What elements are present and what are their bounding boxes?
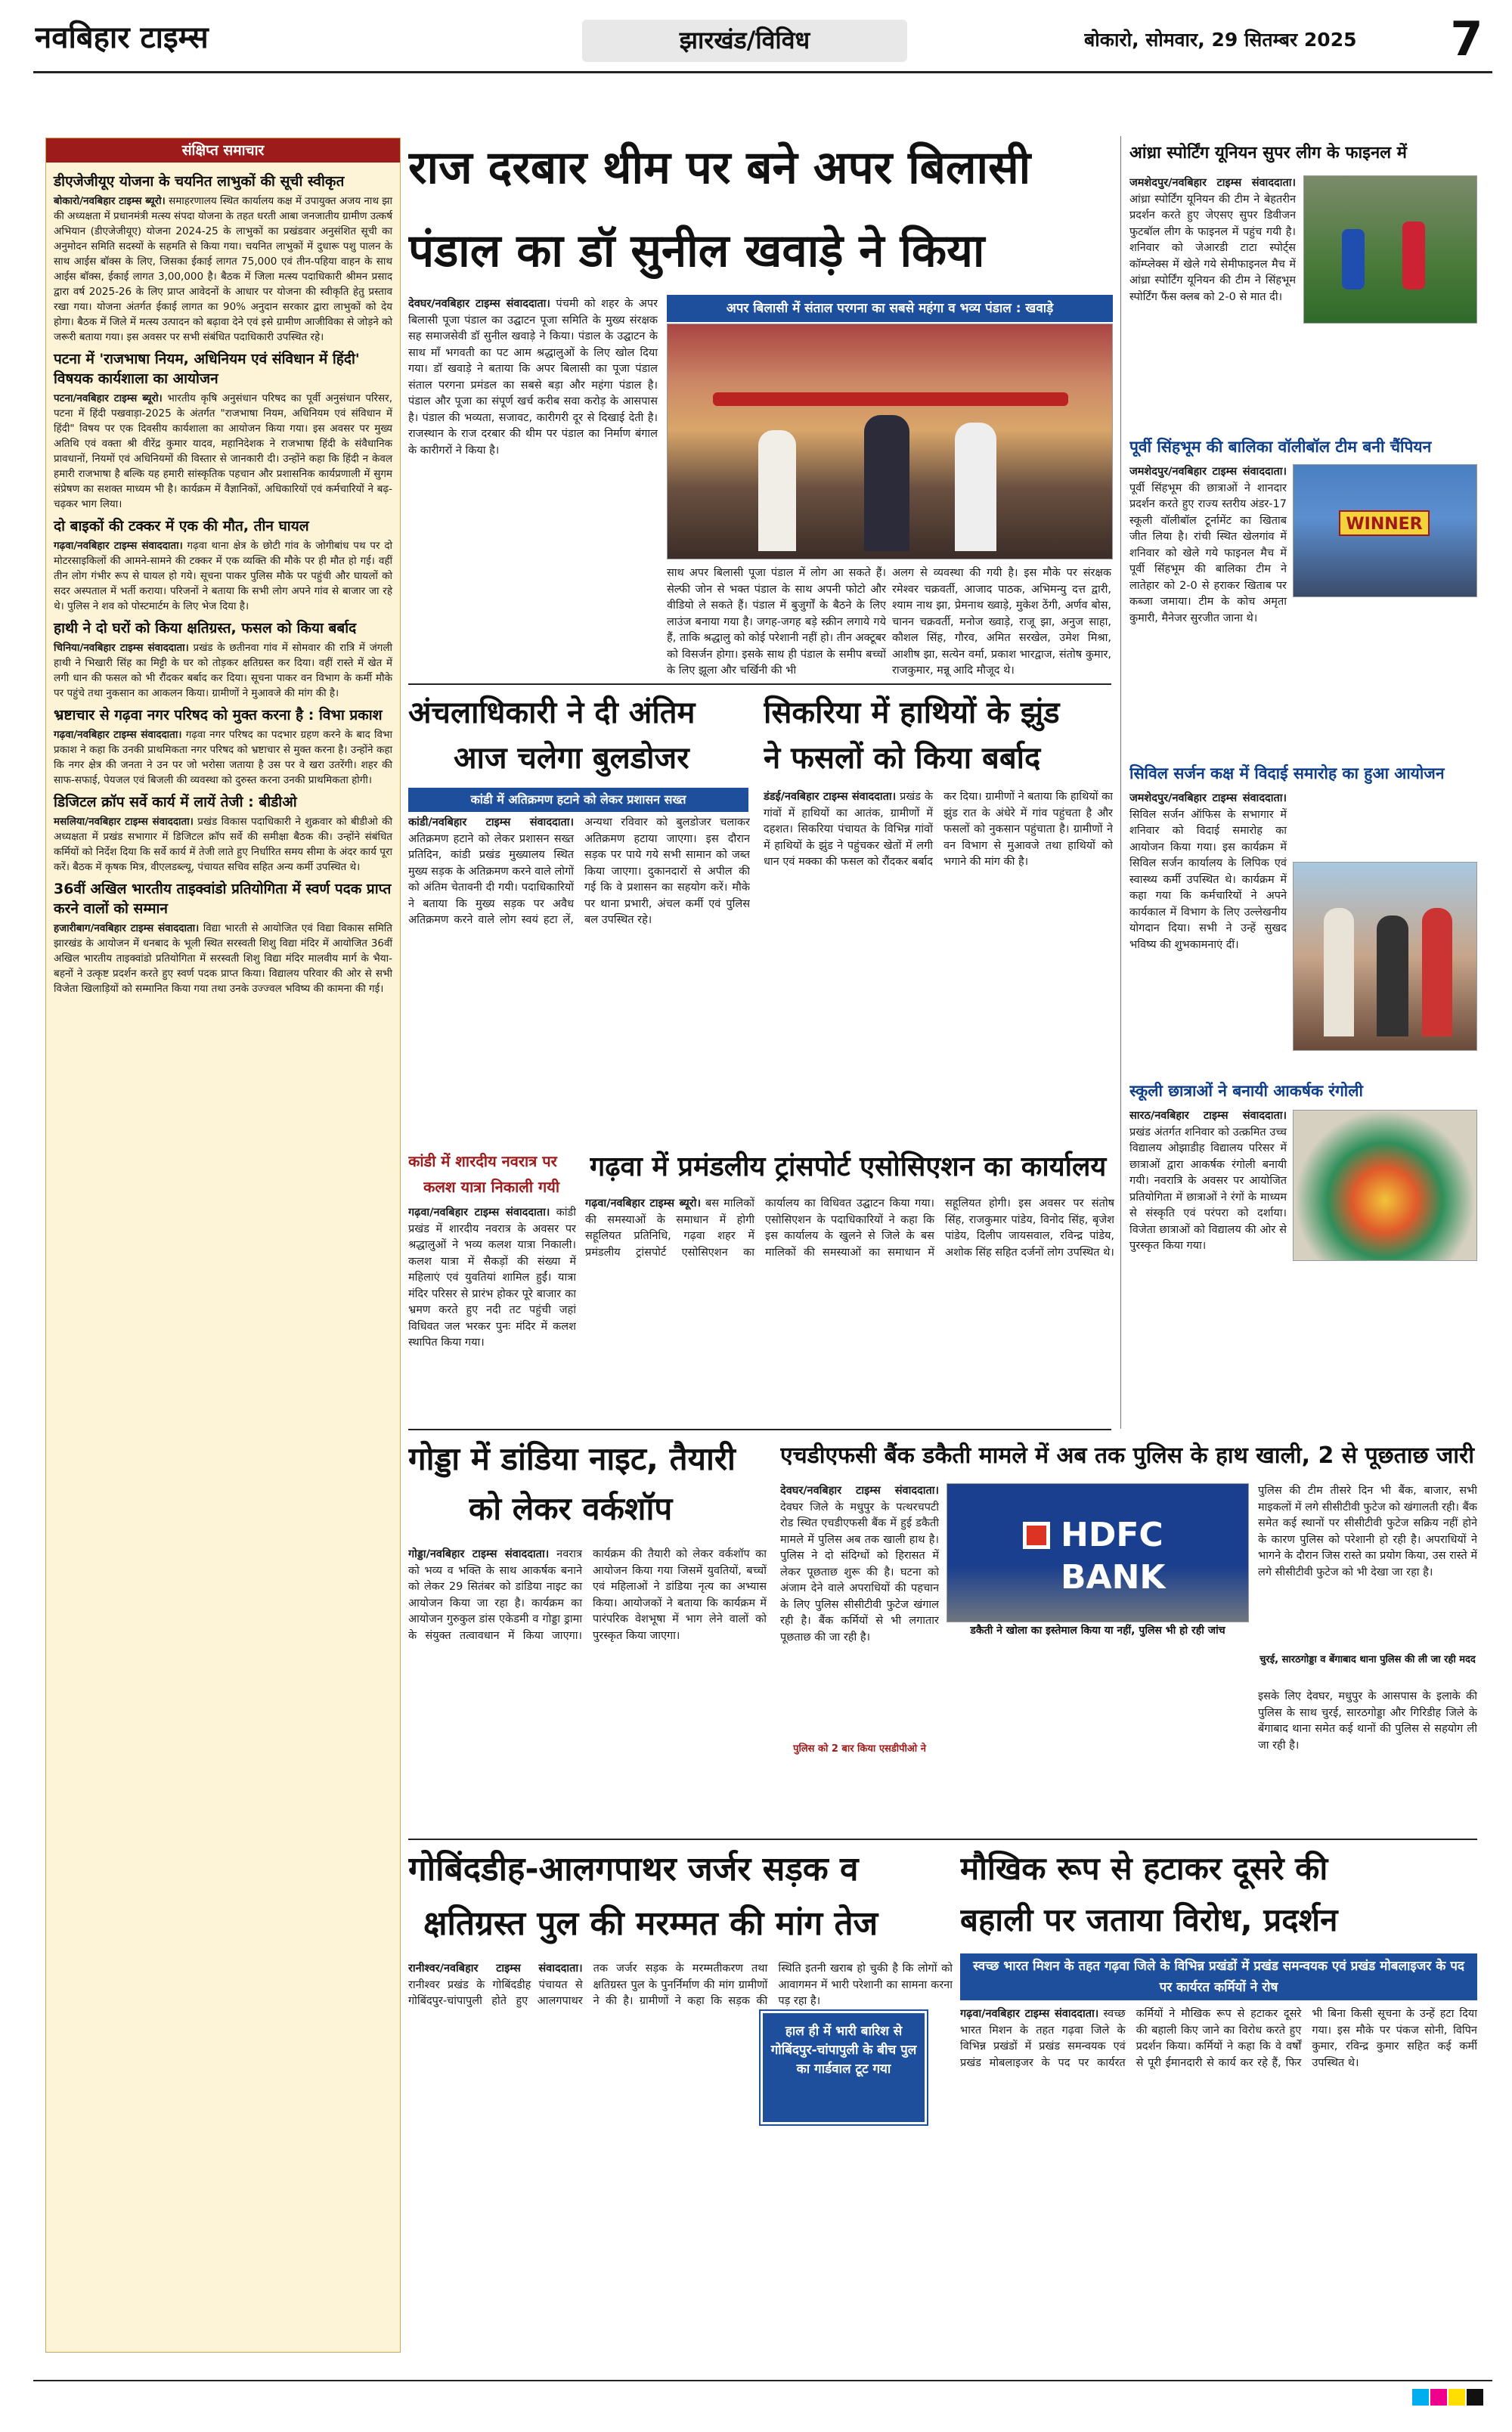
color-swatch (1467, 2389, 1483, 2406)
volleyball-headline: पूर्वी सिंहभूम की बालिका वॉलीबॉल टीम बनी चैंपियन (1129, 438, 1432, 456)
brief-item-body: गढ़वा/नवबिहार टाइम्स संवाददाता। गढ़वा नगर परिषद का पदभार ग्रहण करने के बाद विभा प्रकाश ने कहा कि उनकी प्राथमिकता नगर परिषद को भ्रष्टाचार से मुक्त करना है। उन्होंने कहा कि नगर क्षेत्र की जनता ने उन पर जो भरोसा जताया है उस पर वे खरा उतरेंगी। शहर की साफ-सफाई, पेयजल एवं बिजली की व्यवस्था को दुरुस्त करना उनकी प्राथमिकता होगी। (54, 729, 392, 786)
hdfc-sub: पुलिस को 2 बार किया एसडीपीओ ने (793, 1743, 926, 1755)
navratra-headline-1: कांडी में शारदीय नवरात्र पर (408, 1152, 557, 1170)
color-swatch (1448, 2389, 1465, 2406)
brief-item-body: पटना/नवबिहार टाइम्स ब्यूरो। भारतीय कृषि अनुसंधान परिषद का पूर्वी अनुसंधान परिसर, पटना में हिंदी पखवाड़ा-2025 के अंतर्गत "राजभाषा नियम, अधिनियम एवं संविधान में हिंदी" विषय पर एक दिवसीय कार्यशाला का आयोजन किया गया। इस अवसर पर मुख्य अतिथि एवं वक्ता श्री वीरेंद्र कुमार यादव, महानिदेशक ने राजभाषा हिंदी के संवैधानिक प्रावधानों, नियमों एवं अधिनियमों की विस्तार से जानकारी दी। उन्होंने कहा कि हिंदी न केवल हमारी राजभाषा है बल्कि यह हमारी सांस्कृतिक पहचान और प्रशासनिक कार्यप्रणाली में सुगम संप्रेषण का सशक्त माध्यम भी है। कार्यक्रम में वैज्ञानिकों, अधिकारियों एवं कर्मचारियों ने बढ़-चढ़कर भाग लिया। (54, 392, 392, 510)
dandiya-headline-2: को लेकर वर्कशॉप (469, 1490, 673, 1527)
section-tab (582, 20, 907, 62)
brief-item-body: चिनिया/नवबिहार टाइम्स संवाददाता। प्रखंड के छतीनवा गांव में सोमवार की रात्रि में जंगली हाथी ने भिखारी सिंह का मिट्टी के घर को तोड़कर क्षतिग्रस्त कर दिया। वहीं रास्ते में खेत में लगी धान की फसल को भी रौंदकर बर्बाद कर दिया। सूचना पाकर वन विभाग के कर्मी मौके पर पहुंचे तथा नुकसान का आकलन किया। ग्रामीणों ने मुआवजे की मांग की है। (54, 642, 392, 699)
color-swatch (1430, 2389, 1447, 2406)
anchal-headline-2: आज चलेगा बुलडोजर (454, 741, 689, 776)
swachh-headline-1: मौखिक रूप से हटाकर दूसरे की (960, 1850, 1328, 1887)
rangoli-headline: स्कूली छात्राओं ने बनायी आकर्षक रंगोली (1129, 1082, 1363, 1100)
brief-item-body: हजारीबाग/नवबिहार टाइम्स संवाददाता। विद्या भारती से आयोजित एवं विद्या विकास समिति झारखंड के आयोजन में धनबाद के भूली स्थित सरस्वती शिशु विद्या मंदिर में आयोजित 36वीं अखिल भारतीय ताइक्वांडो प्रतियोगिता में सरस्वती शिशु विद्या मंदिर मालवीय मार्ग के भैया-बहनों ने उत्कृष्ट प्रदर्शन करते हुए स्वर्ण पदक प्राप्त किया। विद्यालय परिवार की ओर से सभी विजेता खिलाड़ियों को सम्मानित किया गया तथा उनके उज्ज्वल भविष्य की कामना की गई। (54, 922, 392, 995)
lead-col-2: साथ अपर बिलासी पूजा पंडाल में लोग आ सकते हैं। सेल्फी जोन से भक्त पंडाल के साथ अपनी फोटो और वीडियो ले सकते हैं। पंडाल में बुजुर्गों के बैठने के लिए लाउंज बनाया गया है। जगह-जगह बड़े स्क्रीन लगाये गये हैं, ताकि श्रद्धालु को कोई परेशानी नहीं हो। तीन अक्टूबर को विसर्जन होगा। इसके साथ ही पंडाल के समीप बच्चों के लिए झूला और चर्खिनी की भी (667, 567, 886, 677)
brief-item-title: दो बाइकों की टक्कर में एक की मौत, तीन घायल (54, 518, 309, 534)
navratra-body: गढ़वा/नवबिहार टाइम्स संवाददाता। कांडी प्रखंड में शारदीय नवरात्र के अवसर पर श्रद्धालुओं ने भव्य कलश यात्रा निकाली। कलश यात्रा में सैकड़ों की संख्या में महिलाएं एवं युवतियां शामिल हुईं। यात्रा मंदिर परिसर से प्रारंभ होकर पूरे बाजार का भ्रमण करते हुए नदी तट पहुंची जहां विधिवत जल भरकर पुनः मंदिर में कलश स्थापित किया गया। (408, 1207, 576, 1349)
divider (408, 1429, 1111, 1430)
lead-col-3: अलग से व्यवस्था की गयी है। इस मौके पर संरक्षक रमेश्वर चक्रवर्ती, आजाद पाठक, अभिमन्यु दत्त द्वारी, श्याम नाथ झा, प्रेमनाथ ख्वाड़े, मुकेश ठेंगी, अर्णव बोस, चानन चक्रवर्ती, मनोज ख्वाड़े, राजू झा, अनुज साहा, कौशल सिंह, गौरव, अमित सरखेल, उमेश मिश्रा, आशीष झा, सत्येन वर्मा, प्रकाश भारद्वाज, संतोष कुमार, राजकुमार, मन्नू आदि मौजूद थे। (892, 567, 1111, 677)
masthead-rule (33, 71, 1492, 73)
volleyball-body: जमशेदपुर/नवबिहार टाइम्स संवाददाता। पूर्वी सिंहभूम की छात्राओं ने शानदार प्रदर्शन करते हुए राज्य स्तरीय अंडर-17 स्कूली वॉलीबॉल टूर्नामेंट का खिताब जीत लिया है। रांची स्थित खेलगांव में शनिवार को खेले गये फाइनल मैच में पूर्वी सिंहभूम की बालिका टीम ने लातेहार को 2-0 से हराकर खिताब पर कब्जा जमाया। टीम के कोच अमृता कुमारी, मैनेजर सुरजीत जाना थे। (1129, 466, 1287, 624)
brief-item-title: पटना में 'राजभाषा नियम, अधिनियम एवं संविधान में हिंदी' विषयक कार्यशाला का आयोजन (54, 351, 360, 387)
anchal-body: कांडी/नवबिहार टाइम्स संवाददाता। अतिक्रमण हटाने को लेकर प्रशासन सख्त प्रतिदिन, कांडी प्रखंड मुख्यालय स्थित मुख्य सड़क के अतिक्रमण करने वाले लोगों को अंतिम चेतावनी दी गयी। पदाधिकारियों ने बताया कि मुख्य सड़क पर अवैध अतिक्रमण करने वाले लोग स्वयं हटा लें, अन्यथा रविवार को बुलडोजर चलाकर अतिक्रमण हटाया जाएगा। इस दौरान सड़क पर पाये गये सभी सामान को जब्त किया जाएगा। दुकानदारों से अपील की गई कि वे प्रशासन का सहयोग करें। मौके पर थाना प्रभारी, अंचल कर्मी एवं पुलिस बल उपस्थित रहे। (408, 816, 750, 926)
transport-headline: गढ़वा में प्रमंडलीय ट्रांसपोर्ट एसोसिएशन का कार्यालय (590, 1151, 1107, 1182)
brief-item-title: हाथी ने दो घरों को किया क्षतिग्रस्त, फसल को किया बर्बाद (54, 620, 357, 637)
elephant-body: डंडई/नवबिहार टाइम्स संवाददाता। प्रखंड के गांवों में हाथियों का आतंक, ग्रामीणों में दहशत। सिकरिया पंचायत के विभिन्न गांवों में हाथियों के झुंड ने पहुंचकर खेतों में लगी धान एवं मक्का की फसल को रौंदकर बर्बाद कर दिया। ग्रामीणों ने बताया कि हाथियों का झुंड रात के अंधेरे में गांव पहुंचता है और फसलों को नुकसान पहुंचाता है। ग्रामीणों ने वन विभाग से मुआवजे तथा हाथियों को भगाने की मांग की है। (764, 791, 1113, 868)
hdfc-photo-caption: डकैती ने खोला का इस्तेमाल किया या नहीं, पुलिस भी हो रही जांच (970, 1625, 1225, 1637)
transport-body: गढ़वा/नवबिहार टाइम्स ब्यूरो। बस मालिकों की समस्याओं के समाधान में होगी सहूलियत प्रतिनिधि, गढ़वा शहर में प्रमंडलीय ट्रांसपोर्ट एसोसिएशन का कार्यालय का विधिवत उद्घाटन किया गया। एसोसिएशन के पदाधिकारियों ने कहा कि इस कार्यालय के खुलने से जिले के बस मालिकों की समस्याओं का समाधान में सहूलियत होगी। इस अवसर पर संतोष सिंह, राजकुमार पांडेय, विनोद सिंह, बृजेश पांडेय, दिलीप जायसवाल, रविन्द्र पांडेय, अशोक सिंह सहित दर्जनों लोग उपस्थित थे। (585, 1197, 1114, 1259)
anchal-banner: कांडी में अतिक्रमण हटाने को लेकर प्रशासन सख्त (408, 788, 748, 812)
section-label: झारखंड/विविध (679, 26, 810, 54)
elephant-headline-1: सिकरिया में हाथियों के झुंड (764, 696, 1060, 730)
gobindidih-callout (761, 2011, 927, 2124)
anchal-headline-1: अंचलाधिकारी ने दी अंतिम (408, 696, 696, 730)
dandiya-body: गोड्डा/नवबिहार टाइम्स संवाददाता। नवरात्र को भव्य व भक्ति के साथ आकर्षक बनाने को लेकर 29 सितंबर को डांडिया नाइट का आयोजन किया जा रहा है। कार्यक्रम का आयोजन गुरुकुल डांस एकेडमी व गोड्डा ड्रामा के संयुक्त तत्वावधान में किया जाएगा। कार्यक्रम की तैयारी को लेकर वर्कशॉप का आयोजन किया गया जिसमें युवतियों, बच्चों एवं महिलाओं ने डांडिया नृत्य का अभ्यास किया। आयोजकों ने बताया कि कार्यक्रम में पारंपरिक वेशभूषा में भाग लेने वालों को पुरस्कृत किया जाएगा। (408, 1548, 767, 1642)
civil-headline: सिविल सर्जन कक्ष में विदाई समारोह का हुआ आयोजन (1129, 764, 1445, 782)
hdfc-body-3: इसके लिए देवघर, मधुपुर के आसपास के इलाके की पुलिस के साथ चुरई, सारठगोड्डा और गिरिडीह जिले के बेंगाबाद थाना समेत कई थानों की पुलिस से सहयोग ली जा रही है। (1258, 1690, 1477, 1752)
brief-item-body: गढ़वा/नवबिहार टाइम्स संवाददाता। गढ़वा थाना क्षेत्र के छोटी गांव के जोगीबांध पथ पर दो मोटरसाइकिलों की आमने-सामने की टक्कर में एक व्यक्ति की मौके पर ही मौत हो गई। वहीं तीन लोग गंभीर रूप से घायल हो गये। सूचना पाकर पुलिस मौके पर पहुंची और घायलों को सदर अस्पताल में भर्ती कराया। परिजनों ने बताया कि सभी लोग अपने गांव से बाजार जा रहे थे। पुलिस ने शव को पोस्टमार्टम के लिए भेज दिया है। (54, 540, 392, 612)
brief-item-title: डिजिटल क्रॉप सर्वे कार्य में लायें तेजी : बीडीओ (54, 794, 297, 810)
gobindidih-headline-1: गोबिंदडीह-आलगपाथर जर्जर सड़क व (408, 1850, 859, 1888)
ajsu-photo (1303, 175, 1477, 324)
column-divider (1120, 136, 1121, 1429)
gobindidih-body: रानीश्वर/नवबिहार टाइम्स संवाददाता। रानीश्वर प्रखंड के गोबिंदडीह पंचायत से गोबिंदपुर-चांपापुली होते हुए आलगपाथर तक जर्जर सड़क के मरम्मतीकरण तथा क्षतिग्रस्त पुल के पुनर्निर्माण की मांग ग्रामीणों ने की है। ग्रामीणों ने कहा कि सड़क की स्थिति इतनी खराब हो चुकी है कि लोगों को आवागमन में भारी परेशानी का सामना करना पड़ रहा है। (408, 1963, 953, 2007)
brief-item-title: डीएजेजीयूए योजना के चयनित लाभुकों की सूची स्वीकृत (54, 173, 345, 190)
swachh-headline-2: बहाली पर जताया विरोध, प्रदर्शन (960, 1901, 1338, 1938)
lead-photo-banner: अपर बिलासी में संताल परगना का सबसे महंगा व भव्य पंडाल : खवाड़े (667, 295, 1113, 322)
hdfc-body-2: पुलिस की टीम तीसरे दिन भी बैंक, बाजार, सभी माइकलों में लगे सीसीटीवी फुटेज को खंगालती रही। बैंक समेत कई स्थानों पर सीसीटीवी फुटेज सक्रिय नहीं होने के कारण पुलिस को परेशानी हो रही है। अपराधियों ने भागने के दौरान जिस रास्ते का प्रयोग किया, उस रास्ते में लगे सीसीटीवी फुटेज को भी देखा जा रहा है। (1258, 1485, 1477, 1578)
brief-item-title: भ्रष्टाचार से गढ़वा नगर परिषद को मुक्त करना है : विभा प्रकाश (54, 707, 383, 723)
lead-headline-2: पंडाल का डॉ सुनील खवाड़े ने किया (408, 225, 985, 277)
page-number: 7 (1450, 11, 1483, 67)
lead-headline-1: राज दरबार थीम पर बने अपर बिलासी (408, 141, 1031, 194)
lead-photo (667, 324, 1113, 559)
brief-item-body: मसलिया/नवबिहार टाइम्स संवाददाता। प्रखंड विकास पदाधिकारी ने शुक्रवार को बीडीओ की अध्यक्षता में प्रखंड सभागार में डिजिटल क्रॉप सर्वे की समीक्षा बैठक की। उन्होंने संबंधित कर्मियों को निर्देश दिया कि सर्वे कार्य में तेजी लाते हुए निर्धारित समय सीमा के अंदर कार्य पूरा करें। बैठक में कृषक मित्र, वीएलडब्ल्यू, पंचायत सचिव सहित अन्य कर्मी उपस्थित थे। (54, 816, 393, 873)
navratra-headline-2: कलश यात्रा निकाली गयी (423, 1178, 560, 1196)
newspaper-title: नवबिहार टाइम्स (35, 20, 209, 55)
rangoli-body: सारठ/नवबिहार टाइम्स संवाददाता। प्रखंड अंतर्गत शनिवार को उत्क्रमित उच्च विद्यालय ओझाडीह विद्यालय परिसर में छात्राओं द्वारा आकर्षक रंगोली बनायी गयी। नवरात्रि के अवसर पर आयोजित प्रतियोगिता में छात्राओं ने रंगों के माध्यम से संस्कृति एवं परंपरा को दर्शाया। विजेता छात्राओं को विद्यालय की ओर से पुरस्कृत किया गया। (1129, 1110, 1287, 1252)
swachh-body: गढ़वा/नवबिहार टाइम्स संवाददाता। स्वच्छ भारत मिशन के तहत गढ़वा जिले के विभिन्न प्रखंडों में प्रखंड समन्वयक एवं प्रखंड मोबलाइजर के पद पर कार्यरत कर्मियों ने मौखिक रूप से हटाकर दूसरे की बहाली किए जाने का विरोध करते हुए प्रदर्शन किया। कर्मियों ने कहा कि वे वर्षों से पूरी ईमानदारी से कार्य कर रहे हैं, फिर भी बिना किसी सूचना के उन्हें हटा दिया गया। इस मौके पर पंकज सोनी, विपिन कुमार, रविन्द्र कुमार सहित कई कर्मी उपस्थित थे। (960, 2008, 1477, 2069)
footer-rule (33, 2380, 1492, 2381)
dandiya-headline-1: गोड्डा में डांडिया नाइट, तैयारी (408, 1440, 736, 1477)
winner-banner: WINNER (1339, 510, 1430, 536)
hdfc-photo (947, 1483, 1249, 1622)
color-swatch (1412, 2389, 1429, 2406)
color-registration-strip (1412, 2389, 1488, 2407)
callout-text: हाल ही में भारी बारिश से गोबिंदपुर-चांपापुली के बीच पुल का गार्डवाल टूट गया (770, 2024, 917, 2077)
divider (408, 1839, 1477, 1840)
hdfc-sub-2: चुरई, सारठगोड्डा व बेंगाबाद थाना पुलिस की ली जा रही मदद (1259, 1654, 1476, 1665)
divider (408, 683, 1111, 685)
masthead (0, 0, 1512, 76)
brief-item-title: 36वीं अखिल भारतीय ताइक्वांडो प्रतियोगिता में स्वर्ण पदक प्राप्त करने वालों को सम्मान (54, 881, 392, 917)
issue-date: बोकारो, सोमवार, 29 सितम्बर 2025 (1084, 29, 1357, 51)
hdfc-logo-text: HDFC BANK (1061, 1516, 1166, 1597)
brief-heading: संक्षिप्त समाचार (46, 138, 400, 163)
ajsu-body: जमशेदपुर/नवबिहार टाइम्स संवाददाता। आंध्रा स्पोर्टिंग यूनियन की टीम ने बेहतरीन प्रदर्शन करते हुए जेएसए सुपर डिवीजन फुटबॉल लीग के फाइनल में पहुंच गयी है। शनिवार को जेआरडी टाटा स्पोर्ट्स कॉम्प्लेक्स में खेले गये सेमीफाइनल मैच में आंध्रा स्पोर्टिंग यूनियन की टीम ने सिंहभूम स्पोर्टिंग फैंस क्लब को 2-0 से मात दी। (1129, 177, 1296, 303)
ajsu-headline: आंध्रा स्पोर्टिंग यूनियन सुपर लीग के फाइनल में (1129, 144, 1407, 163)
civil-body: जमशेदपुर/नवबिहार टाइम्स संवाददाता। सिविल सर्जन ऑफिस के सभागार में शनिवार को विदाई समारोह का आयोजन किया गया। इस कार्यक्रम में सिविल सर्जन कार्यालय के लिपिक एवं स्वास्थ्य कर्मी उपस्थित थे। कार्यक्रम में कहा गया कि कर्मचारियों ने अपने कार्यकाल में विभाग के लिए उल्लेखनीय योगदान दिया। सभी ने उन्हें सुखद भविष्य की शुभकामनाएं दीं। (1129, 792, 1287, 951)
elephant-headline-2: ने फसलों को किया बर्बाद (764, 741, 1041, 776)
swachh-banner: स्वच्छ भारत मिशन के तहत गढ़वा जिले के विभिन्न प्रखंडों में प्रखंड समन्वयक एवं प्रखंड मोबलाइजर के पद पर कार्यरत कर्मियों ने रोष (960, 1953, 1477, 2000)
lead-col-1: देवघर/नवबिहार टाइम्स संवाददाता। पंचमी को शहर के अपर बिलासी पूजा पंडाल का उद्घाटन पूजा समिति के मुख्य संरक्षक सह समाजसेवी डॉ सुनील खवाड़े ने किया। पंडाल के उद्घाटन के साथ माँ भगवती का पट आम श्रद्धालुओं के लिए खोल दिया गया। डॉ खवाड़े ने बताया कि अपर बिलासी का पूजा पंडाल संताल परगना प्रमंडल का सबसे बड़ा और महंगा पंडाल है। पंडाल और पूजा का संपूर्ण खर्च करीब सवा करोड़ के आसपास है। पंडाल की भव्यता, सजावट, कारीगरी दूर से दिखाई देती है। राजस्थान के राज दरबार की थीम पर पंडाल का निर्माण बंगाल के कारीगरों ने किया है। (408, 298, 658, 457)
gobindidih-headline-2: क्षतिग्रस्त पुल की मरम्मत की मांग तेज (423, 1904, 878, 1943)
hdfc-body: देवघर/नवबिहार टाइम्स संवाददाता। देवघर जिले के मधुपुर के पत्थरचपटी रोड स्थित एचडीएफसी बैंक में हुई डकैती मामले में पुलिस अब तक खाली हाथ है। पुलिस ने दो संदिग्धों को हिरासत में लेकर पूछताछ शुरू की है। घटना को अंजाम देने वाले अपराधियों की पहचान के लिए पुलिस सीसीटीवी फुटेज खंगाल रही है। बैंक कर्मियों से भी लगातार पूछताछ की जा रही है। (780, 1485, 939, 1644)
hdfc-headline: एचडीएफसी बैंक डकैती मामले में अब तक पुलिस के हाथ खाली, 2 से पूछताछ जारी (780, 1442, 1475, 1469)
brief-item-body: बोकारो/नवबिहार टाइम्स ब्यूरो। समाहरणालय स्थित कार्यालय कक्ष में उपायुक्त अजय नाथ झा की अध्यक्षता में प्रधानमंत्री मत्स्य संपदा योजना के तहत धरती आबा जनजातीय ग्रामीण उत्कर्ष अभियान (डीएजेजीयूए) योजना 2024-25 के लाभुकों का प्रखंडवार अनुसंशित सूची का अनुमोदन समिति सदस्यों के सहमति से किया गया। चयनित लाभुकों में दुधारू पशु पालन के साथ आईस बॉक्स के लिए, जिसका ईकाई लागत 75,000 एवं तीन-पहिया वाहन के साथ आईस बॉक्स, ईकाई लागत 3,00,000 है। बैठक में जिला मत्स्य पदाधिकारी श्रीमन प्रसाद द्वारा वर्ष 2025-26 के लिए प्राप्त आवेदनों के आधार पर योजना की स्वीकृति हेतु प्रस्ताव रखा गया। योजना अंतर्गत ईकाई लागत का 90% अनुदान सरकार द्वारा लाभुकों को देय होगा। बैठक में जिले में मत्स्य उत्पादन को बढ़ावा देने एवं इसे ग्रामीण आजीविका से जोड़ने को जरूरी बताया गया। इस अवसर पर सभी संबंधित पदाधिकारी उपस्थित रहे। (54, 195, 392, 343)
brief-list (46, 163, 400, 1001)
brief-column (45, 138, 401, 2353)
